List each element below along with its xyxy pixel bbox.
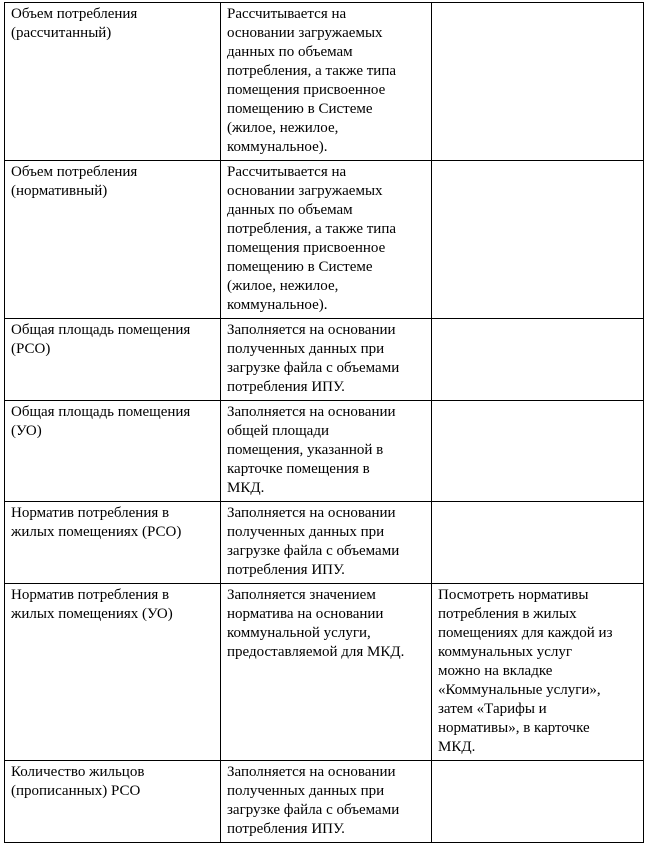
table-row: [5, 3, 644, 161]
field-name-cell: Количество жильцов (прописанных) РСО: [5, 761, 221, 843]
field-name-cell: Объем потребления (рассчитанный): [5, 3, 221, 161]
field-note-cell: [432, 161, 644, 319]
field-name-cell: Норматив потребления в жилых помещениях (РСО): [5, 502, 221, 584]
field-description-cell: Заполняется на основании полученных данных при загрузке файла с объемами потребления ИПУ.: [221, 761, 432, 843]
field-description-cell: Рассчитывается на основании загружаемых данных по объемам потребления, а также типа помещения присвоенное помещению в Системе (жилое, нежилое, коммунальное).: [221, 3, 432, 161]
table-row: [5, 502, 644, 584]
field-note-cell: [432, 502, 644, 584]
field-description-cell: Заполняется на основании общей площади помещения, указанной в карточке помещения в МКД.: [221, 401, 432, 502]
field-note-cell: [432, 319, 644, 401]
field-note-cell: [432, 401, 644, 502]
field-description-cell: Заполняется на основании полученных данных при загрузке файла с объемами потребления ИПУ.: [221, 319, 432, 401]
table-row: [5, 319, 644, 401]
table-row: [5, 761, 644, 843]
table-row: [5, 584, 644, 761]
field-note-cell: [432, 761, 644, 843]
table-row: [5, 401, 644, 502]
field-description-cell: Рассчитывается на основании загружаемых данных по объемам потребления, а также типа помещения присвоенное помещению в Системе (жилое, нежилое, коммунальное).: [221, 161, 432, 319]
field-name-cell: Общая площадь помещения (РСО): [5, 319, 221, 401]
field-note-cell: [432, 3, 644, 161]
field-name-cell: Общая площадь помещения (УО): [5, 401, 221, 502]
field-description-cell: Заполняется значением норматива на основании коммунальной услуги, предоставляемой для МКД.: [221, 584, 432, 761]
field-name-cell: Объем потребления (нормативный): [5, 161, 221, 319]
field-description-cell: Заполняется на основании полученных данных при загрузке файла с объемами потребления ИПУ.: [221, 502, 432, 584]
field-name-cell: Норматив потребления в жилых помещениях (УО): [5, 584, 221, 761]
table-row: [5, 161, 644, 319]
field-note-cell: Посмотреть нормативы потребления в жилых помещениях для каждой из коммунальных услуг можно на вкладке «Коммунальные услуги», затем «Тарифы и нормативы», в карточке МКД.: [432, 584, 644, 761]
fields-table: [4, 2, 644, 843]
